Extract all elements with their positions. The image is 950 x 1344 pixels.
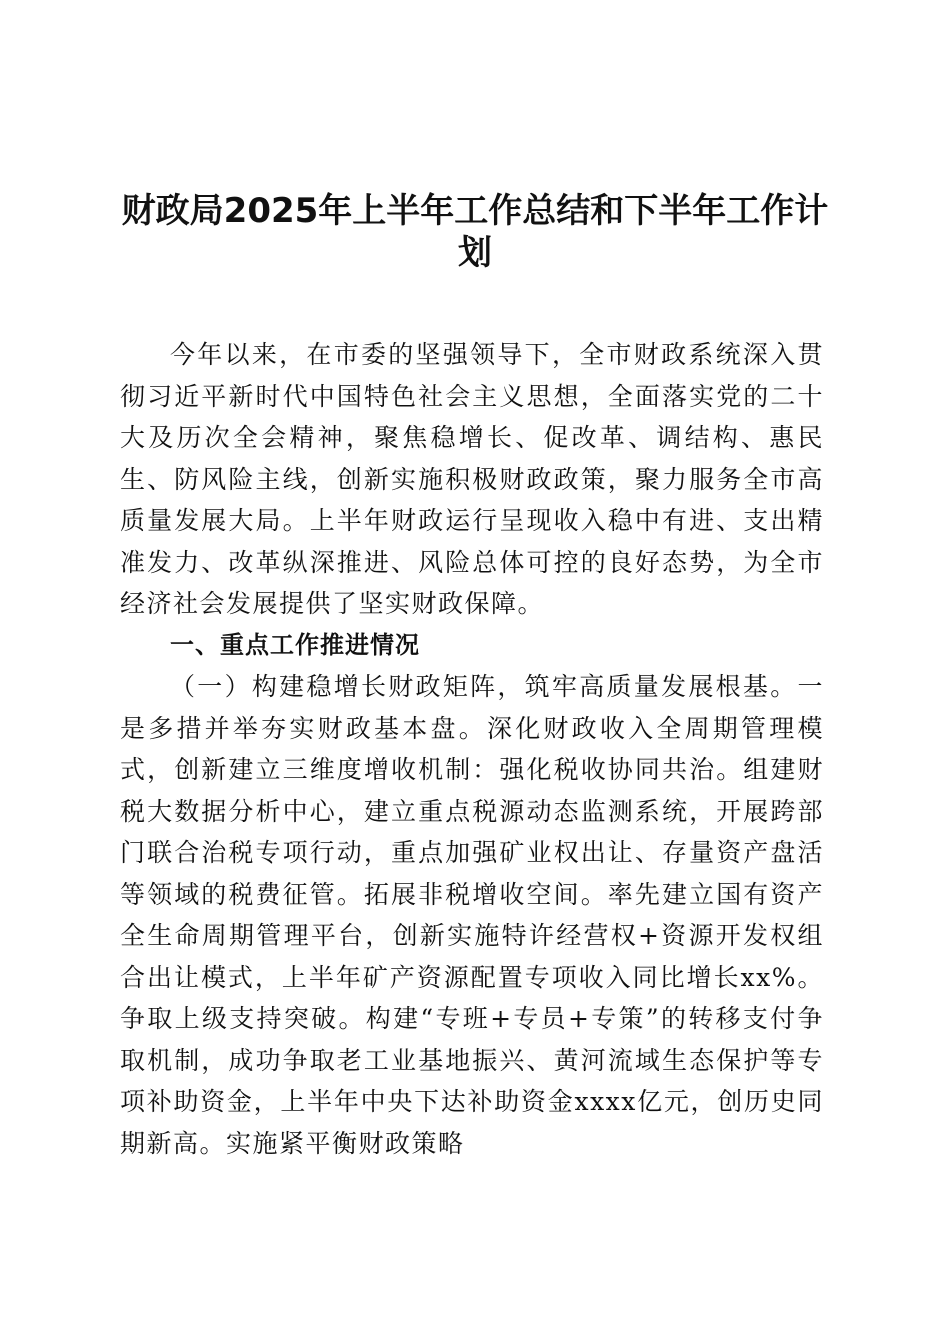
document-title: 财政局2025年上半年工作总结和下半年工作计划 — [121, 191, 829, 273]
intro-paragraph: 今年以来，在市委的坚强领导下，全市财政系统深入贯彻习近平新时代中国特色社会主义思想，全面落实党的二十大及历次全会精神，聚焦稳增长、促改革、调结构、惠民生、防风险主线，创新实施积极财政政策，聚力服务全市高质量发展大局。上半年财政运行呈现收入稳中有进、支出精准发力、改革纵深推进、风险总体可控的良好态势，为全市经济社会发展提供了坚实财政保障。 — [120, 340, 824, 618]
section-paragraph: （一）构建稳增长财政矩阵，筑牢高质量发展根基。一是多措并举夯实财政基本盘。深化财政收入全周期管理模式，创新建立三维度增收机制：强化税收协同共治。组建财税大数据分析中心，建立重点税源动态监测系统，开展跨部门联合治税专项行动，重点加强矿业权出让、存量资产盘活等领域的税费征管。拓展非税增收空间。率先建立国有资产全生命周期管理平台，创新实施特许经营权+资源开发权组合出让模式，上半年矿产资源配置专项收入同比增长xx%。争取上级支持突破。构建“专班+专员+专策”的转移支付争取机制，成功争取老工业基地振兴、黄河流域生态保护等专项补助资金，上半年中央下达补助资金xxxx亿元，创历史同期新高。实施紧平衡财政策略 — [120, 672, 824, 1158]
section-heading: 一、重点工作推进情况 — [170, 630, 420, 659]
document-body — [120, 334, 824, 1164]
